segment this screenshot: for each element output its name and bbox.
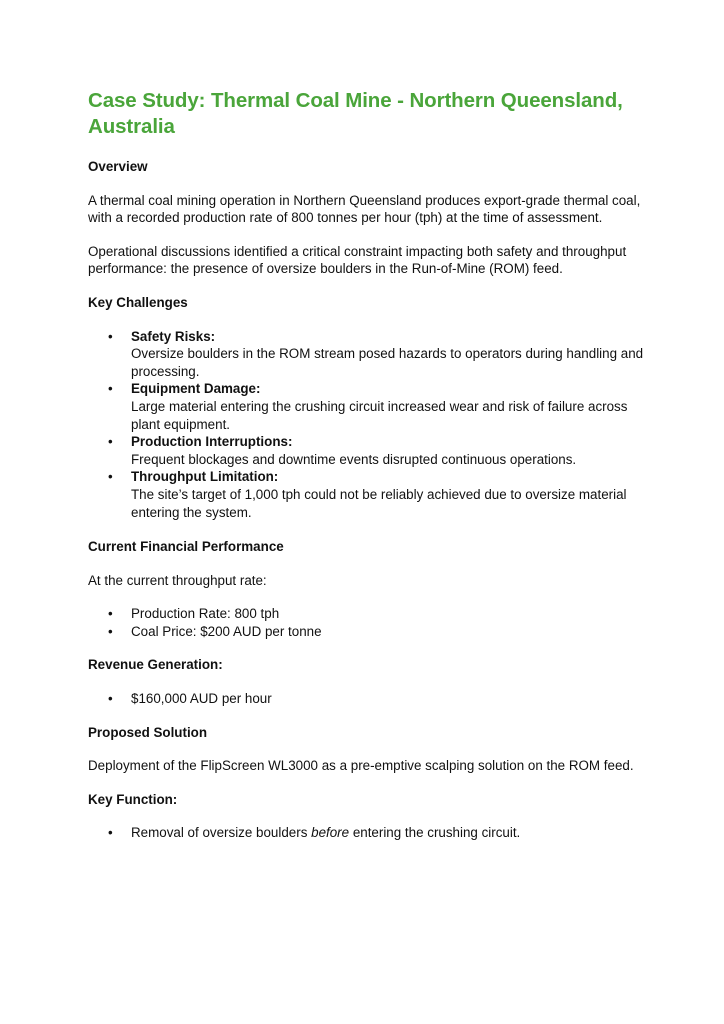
revenue-item: $160,000 AUD per hour: [131, 691, 272, 707]
solution-heading: Proposed Solution: [88, 724, 208, 740]
bullet-icon: •: [108, 381, 113, 397]
financial-intro: At the current throughput rate:: [88, 572, 267, 588]
financial-item: Coal Price: $200 AUD per tonne: [131, 623, 322, 639]
financial-item: Production Rate: 800 tph: [131, 606, 280, 622]
list-item: [88, 380, 648, 433]
bullet-icon: •: [108, 825, 113, 841]
list-item: [88, 605, 648, 623]
key-challenges-list: [88, 328, 648, 522]
key-function-text-before: Removal of oversize boulders: [131, 825, 312, 841]
bullet-icon: •: [108, 691, 113, 707]
revenue-list: [88, 690, 648, 708]
revenue-heading: Revenue Generation:: [88, 657, 223, 673]
key-function-list: [88, 824, 648, 842]
bullet-icon: •: [108, 469, 113, 485]
bullet-icon: •: [108, 434, 113, 450]
challenge-description: Oversize boulders in the ROM stream posed hazards to operators during handling and processing.: [131, 346, 644, 379]
bullet-icon: •: [108, 606, 113, 622]
list-item: [88, 468, 648, 521]
list-item: [88, 433, 648, 468]
challenge-title: Throughput Limitation:: [131, 469, 279, 485]
challenge-title: Production Interruptions:: [131, 434, 293, 450]
overview-paragraph-2: Operational discussions identified a critical constraint impacting both safety and throughput performance: the presence of oversize boulders in the Run-of-Mine (ROM) feed.: [88, 243, 627, 277]
key-function-emphasis: before: [311, 825, 350, 841]
challenge-description: Large material entering the crushing circuit increased wear and risk of failure across plant equipment.: [131, 398, 628, 432]
key-function-text-after: entering the crushing circuit.: [349, 825, 521, 841]
challenge-description: The site’s target of 1,000 tph could not be reliably achieved due to oversize material entering the system.: [131, 486, 627, 520]
challenge-title: Equipment Damage:: [131, 381, 261, 397]
list-item: [88, 824, 648, 842]
challenge-title: Safety Risks:: [131, 328, 216, 344]
financial-list: [88, 605, 648, 640]
bullet-icon: •: [108, 623, 113, 639]
key-function-heading: Key Function:: [88, 791, 178, 807]
challenge-description: Frequent blockages and downtime events disrupted continuous operations.: [131, 451, 577, 467]
list-item: [88, 328, 648, 381]
solution-paragraph: Deployment of the FlipScreen WL3000 as a pre-emptive scalping solution on the ROM feed.: [88, 758, 634, 774]
list-item: [88, 623, 648, 641]
document-title: Case Study: Thermal Coal Mine - Northern Queensland, Australia: [88, 89, 623, 138]
document-page: [88, 88, 648, 858]
overview-paragraph-1: A thermal coal mining operation in Northern Queensland produces export-grade thermal coal, with a recorded production rate of 800 tonnes per hour (tph) at the time of assessment.: [88, 192, 641, 226]
list-item: [88, 690, 648, 708]
overview-heading: Overview: [88, 159, 148, 174]
financial-heading: Current Financial Performance: [88, 539, 284, 555]
key-challenges-heading: Key Challenges: [88, 294, 188, 310]
bullet-icon: •: [108, 328, 113, 344]
